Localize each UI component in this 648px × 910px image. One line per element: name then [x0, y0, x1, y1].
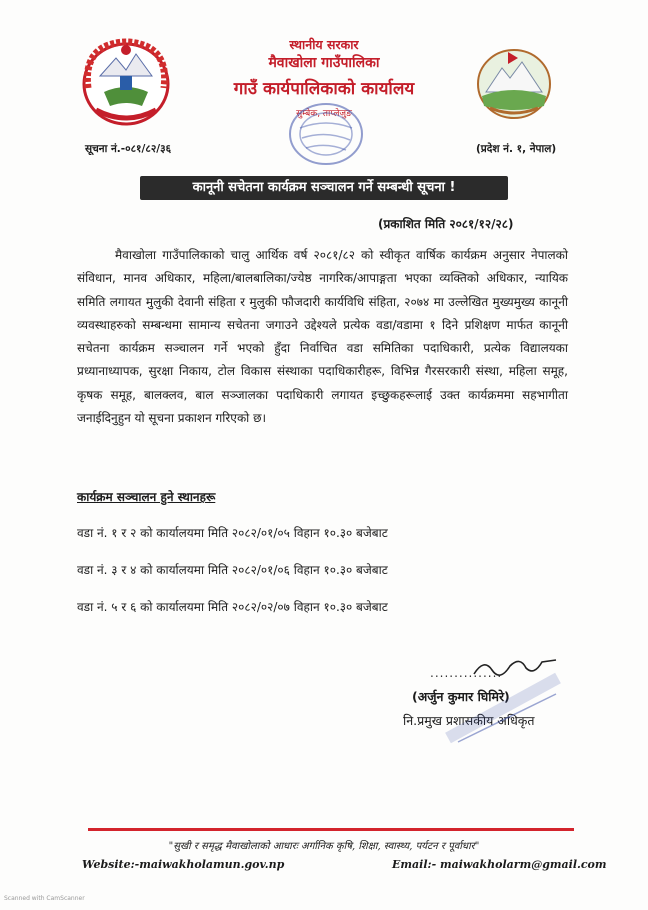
notice-body: मैवाखोला गाउँपालिकाको चालु आर्थिक वर्ष २०८१/८२ को स्वीकृत वार्षिक कार्यक्रम अनुसार नेपालको संविधान, मानव अधिकार, महिला/बालबालिका/ज्येष्ठ नागरिक/आपाङ्गता भएका व्यक्तिको अधिकार, न्यायिक समिति लगायत मुलुकी देवानी संहिता र मुलुकी फौजदारी कार्यविधि संहिता, २०७४ मा उल्लेखित मुख्यमुख्य कानूनी व्यवस्थाहरुको सम्बन्धमा सामान्य सचेतना जगाउने उद्देश्यले प्रत्येक वडा/वडामा १ दिने प्रशिक्षण मार्फत कानूनी सचेतना कार्यक्रम सञ्चालन गर्ने भएको हुँदा निर्वाचित वडा समितिका पदाधिकारी, प्रत्येक विद्यालयका प्रध्यानाध्यापक, सुरक्षा निकाय, टोल विकास संस्थाका पदाधिकारीहरू, विभिन्न गैरसरकारी संस्था, महिला समूह, कृषक समूह, बालक्लव, बाल सञ्जालका पदाधिकारी लगायत इच्छुकहरूलाई उक्त कार्यक्रममा सहभागीता जनाईदिनुहुन यो सूचना प्रकाशन गरिएको छ। [77, 248, 568, 426]
footer-email: Email:- maiwakholarm@gmail.com [392, 858, 607, 871]
published-date: (प्रकाशित मिति २०८१/१२/२८) [378, 217, 514, 231]
footer-website: Website:-maiwakholamun.gov.np [82, 858, 285, 871]
signature-line: ............... [430, 666, 503, 680]
location-item: वडा नं. ३ र ४ को कार्यालयमा मिति २०८२/०१/०६ विहान १०.३० बजेबाट [77, 563, 388, 577]
footer-motto: "सुखी र समृद्ध मैवाखोलाको आधारः अर्गानिक कृषि, शिक्षा, स्वास्थ्य, पर्यटन र पूर्वाधार" [168, 841, 480, 852]
footer-divider [88, 828, 574, 831]
reference-number: सूचना नं.-०८१/८२/३६ [85, 143, 172, 155]
scanner-watermark: Scanned with CamScanner [4, 895, 85, 902]
signatory-name: (अर्जुन कुमार घिमिरे) [412, 689, 510, 704]
office-stamp [286, 98, 366, 168]
signature-stamp [438, 668, 568, 748]
header-municipality-name: मैवाखोला गाउँपालिका [268, 55, 380, 71]
header-local-government: स्थानीय सरकार [289, 37, 359, 52]
header-office-name: गाउँ कार्यपालिकाको कार्यालय [233, 79, 415, 99]
notice-subject: कानूनी सचेतना कार्यक्रम सञ्चालन गर्ने सम्बन्धी सूचना ! [140, 176, 508, 200]
location-item: वडा नं. ५ र ६ को कार्यालयमा मिति २०८२/०२/०७ विहान १०.३० बजेबाट [77, 600, 388, 614]
signatory-title: नि.प्रमुख प्रशासकीय अधिकृत [403, 713, 535, 728]
province-label: (प्रदेश नं. १, नेपाल) [476, 143, 557, 155]
header-address: सुम्बेक, ताप्लेजुङ [296, 109, 352, 119]
location-item: वडा नं. १ र २ को कार्यालयमा मिति २०८२/०१/०५ विहान १०.३० बजेबाट [77, 526, 388, 540]
locations-title: कार्यक्रम सञ्चालन हुने स्थानहरू [77, 490, 216, 504]
